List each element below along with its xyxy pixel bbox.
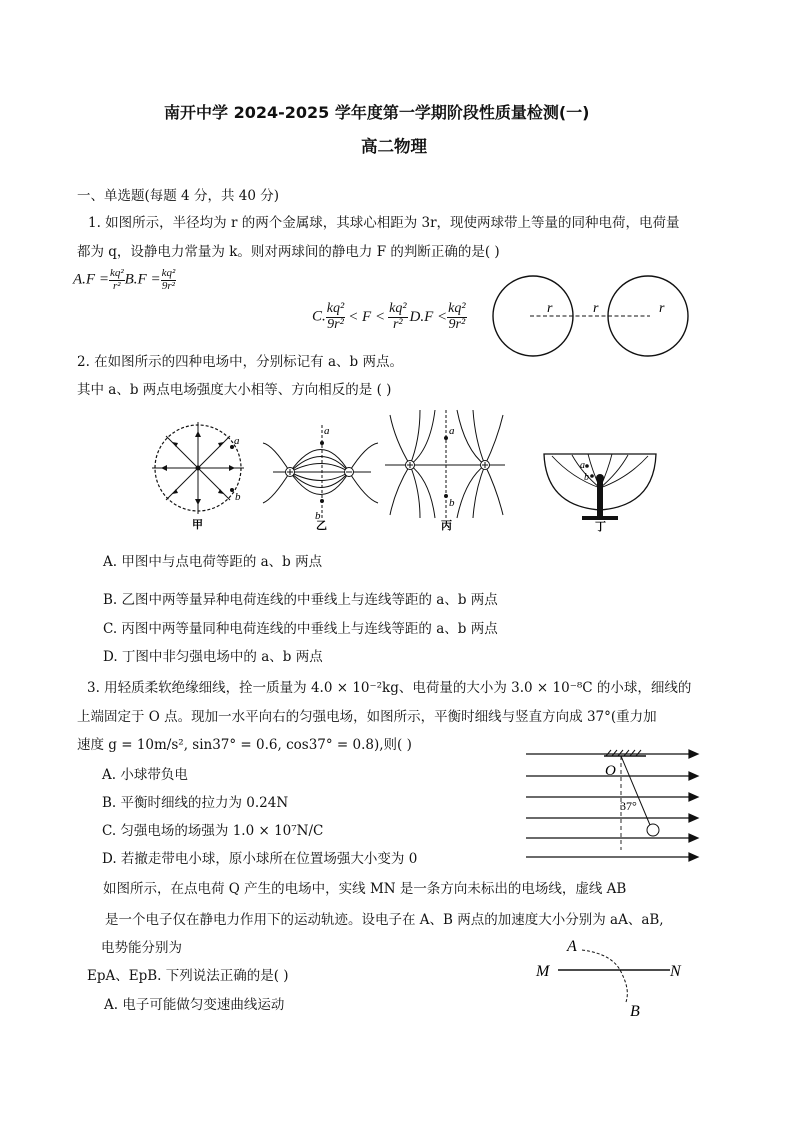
q3-figure-field	[526, 745, 701, 865]
q2-option-a: A. 甲图中与点电荷等距的 a、b 两点	[103, 554, 323, 570]
q1-option-d-fraction: $\frac{\text{kq²}}{\text{9r²}}$	[448, 301, 466, 332]
q2-text-line2: 其中 a、b 两点电场强度大小相等、方向相反的是 ( )	[77, 382, 392, 398]
q4-figure-label-A: A	[567, 938, 577, 955]
q2-figure-yi	[263, 425, 381, 530]
q1-option-c-d	[312, 302, 467, 332]
q1-option-c-label: C.	[312, 308, 326, 325]
q2-yi-label-b: b	[315, 510, 321, 522]
q3-option-a: A. 小球带负电	[102, 767, 188, 783]
q3-text-line3: 速度 g = 10m/s², sin37° = 0.6, cos37° = 0.8),则( )	[77, 737, 412, 753]
q1-option-a-label: A.F =	[73, 271, 109, 288]
q2-option-b: B. 乙图中两等量异种电荷连线的中垂线上与连线等距的 a、b 两点	[103, 592, 498, 608]
q4-figure-label-M: M	[536, 963, 550, 980]
q1-option-d-label: D.F <	[409, 308, 448, 325]
q4-figure-label-N: N	[670, 963, 681, 980]
q1-option-b-fraction: $\frac{\text{kq²}}{\text{9r²}}$	[161, 267, 176, 292]
q1-text-line1: 1. 如图所示，半径均为 r 的两个金属球，其球心相距为 3r，现使两球带上等量的同种电荷，电荷量	[88, 215, 680, 231]
q1-text-line2: 都为 q，设静电力常量为 k。则对两球间的静电力 F 的判断正确的是( )	[77, 244, 500, 260]
q1-option-c-fraction-1: $\frac{\text{kq²}}{\text{9r²}}$	[326, 301, 345, 332]
q2-jia-label-a: a	[234, 435, 240, 447]
q3-text-line1: 3. 用轻质柔软绝缘细线，拴一质量为 4.0 × 10⁻²kg、电荷量的大小为 3.0 × 10⁻⁸C 的小球，细线的	[87, 680, 692, 696]
q4-text-line2: 是一个电子仅在静电力作用下的运动轨迹。设电子在 A、B 两点的加速度大小分别为 aA、aB,	[105, 912, 664, 928]
q3-option-b: B. 平衡时细线的拉力为 0.24N	[102, 795, 289, 811]
q2-figure-bing	[385, 410, 505, 530]
q1-option-a-fraction: $\frac{\text{kq²}}{\text{r²}}$	[109, 267, 124, 292]
exam-title: 南开中学 2024-2025 学年度第一学期阶段性质量检测(一)	[164, 103, 590, 122]
q1-option-a-b	[73, 268, 176, 292]
q2-bing-label-a: a	[449, 425, 455, 437]
q2-ding-label-b: b	[584, 472, 589, 483]
q2-yi-label-a: a	[324, 425, 330, 437]
exam-subject: 高二物理	[361, 137, 427, 156]
q2-option-c: C. 丙图中两等量同种电荷连线的中垂线上与连线等距的 a、b 两点	[103, 621, 498, 637]
q3-option-c: C. 匀强电场的场强为 1.0 × 10⁷N/C	[102, 823, 324, 839]
q2-text-line1: 2. 在如图所示的四种电场中，分别标记有 a、b 两点。	[77, 354, 403, 370]
section-heading: 一、单选题(每题 4 分，共 40 分)	[77, 188, 279, 204]
q1-figure-label-r-right: r	[659, 301, 665, 316]
q1-figure-spheres	[492, 273, 692, 359]
q4-figure-label-B: B	[630, 1003, 640, 1020]
q1-figure-label-r-mid: r	[593, 301, 599, 316]
q2-caption-jia: 甲	[192, 518, 203, 531]
q2-ding-label-a: a	[580, 460, 585, 471]
q4-option-a: A. 电子可能做匀变速曲线运动	[104, 997, 285, 1013]
q2-caption-bing: 丙	[441, 519, 452, 532]
q2-option-d: D. 丁图中非匀强电场中的 a、b 两点	[103, 649, 323, 665]
q1-option-c-fraction-2: $\frac{\text{kq²}}{\text{r²}}$	[389, 301, 407, 332]
q1-figure-label-r-left: r	[547, 301, 553, 316]
q3-option-d: D. 若撤走带电小球，原小球所在位置场强大小变为 0	[102, 851, 418, 867]
q1-option-c-mid: < F <	[348, 308, 386, 325]
q1-option-b-label: B.F =	[124, 271, 161, 288]
q2-bing-label-b: b	[449, 497, 455, 509]
q4-text-line3: 电势能分别为	[101, 940, 182, 956]
q2-caption-ding: 丁	[595, 520, 606, 533]
q2-figure-jia	[152, 420, 244, 530]
q4-text-line1: 如图所示，在点电荷 Q 产生的电场中，实线 MN 是一条方向未标出的电场线，虚线 AB	[103, 881, 627, 897]
q2-caption-yi: 乙	[316, 519, 327, 532]
q2-jia-label-b: b	[235, 491, 241, 503]
q3-figure-label-angle: 37°	[620, 799, 637, 813]
q4-figure-trajectory	[534, 936, 694, 1020]
q4-text-line4: EpA、EpB. 下列说法正确的是( )	[87, 968, 289, 984]
q3-text-line2: 上端固定于 O 点。现加一水平向右的匀强电场，如图所示，平衡时细线与竖直方向成 37°(重力加	[77, 709, 657, 725]
q3-figure-label-O: O	[605, 763, 616, 779]
q2-figure-ding	[542, 448, 658, 533]
